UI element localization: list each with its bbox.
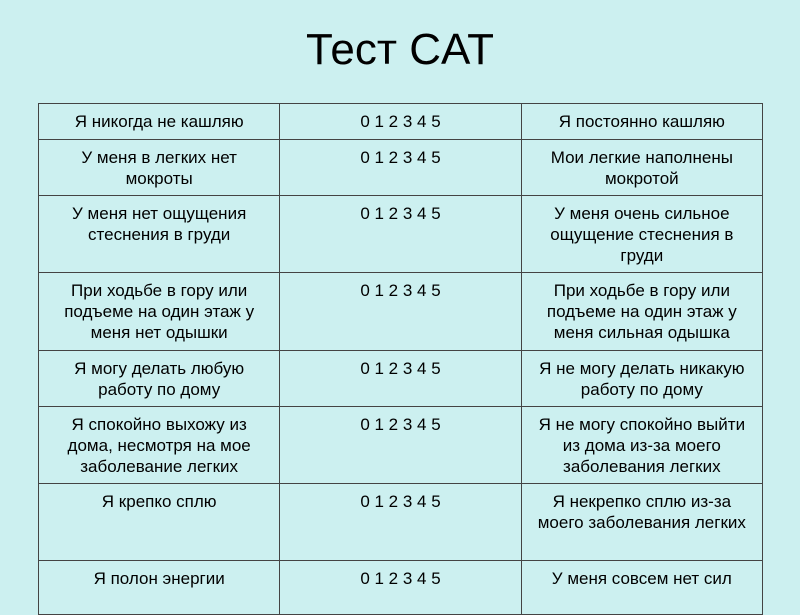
right-statement: Я не могу спокойно выйти из дома из-за моего заболевания легких (521, 407, 762, 484)
table-row (39, 196, 763, 273)
right-statement: Я некрепко сплю из-за моего заболевания легких (521, 484, 762, 561)
left-statement: Я никогда не кашляю (39, 104, 280, 140)
page-title: Тест CAT (306, 25, 494, 74)
table-row (39, 484, 763, 561)
table-row (39, 561, 763, 615)
score-scale: 0 1 2 3 4 5 (280, 351, 521, 407)
score-scale: 0 1 2 3 4 5 (280, 104, 521, 140)
score-scale: 0 1 2 3 4 5 (280, 140, 521, 196)
left-statement: Я полон энергии (39, 561, 280, 615)
score-scale: 0 1 2 3 4 5 (280, 273, 521, 351)
score-scale: 0 1 2 3 4 5 (280, 561, 521, 615)
right-statement: Мои легкие наполнены мокротой (521, 140, 762, 196)
right-statement: У меня совсем нет сил (521, 561, 762, 615)
table-row (39, 351, 763, 407)
left-statement: Я крепко сплю (39, 484, 280, 561)
left-statement: При ходьбе в гору или подъеме на один этаж у меня нет одышки (39, 273, 280, 351)
score-scale: 0 1 2 3 4 5 (280, 196, 521, 273)
right-statement: У меня очень сильное ощущение стеснения в груди (521, 196, 762, 273)
right-statement: Я постоянно кашляю (521, 104, 762, 140)
cat-questionnaire-table (38, 103, 763, 615)
left-statement: У меня в легких нет мокроты (39, 140, 280, 196)
left-statement: Я спокойно выхожу из дома, несмотря на мое заболевание легких (39, 407, 280, 484)
table-row (39, 407, 763, 484)
table-row (39, 140, 763, 196)
table-row (39, 104, 763, 140)
table-row (39, 273, 763, 351)
left-statement: Я могу делать любую работу по дому (39, 351, 280, 407)
right-statement: Я не могу делать никакую работу по дому (521, 351, 762, 407)
right-statement: При ходьбе в гору или подъеме на один этаж у меня сильная одышка (521, 273, 762, 351)
score-scale: 0 1 2 3 4 5 (280, 484, 521, 561)
score-scale: 0 1 2 3 4 5 (280, 407, 521, 484)
left-statement: У меня нет ощущения стеснения в груди (39, 196, 280, 273)
